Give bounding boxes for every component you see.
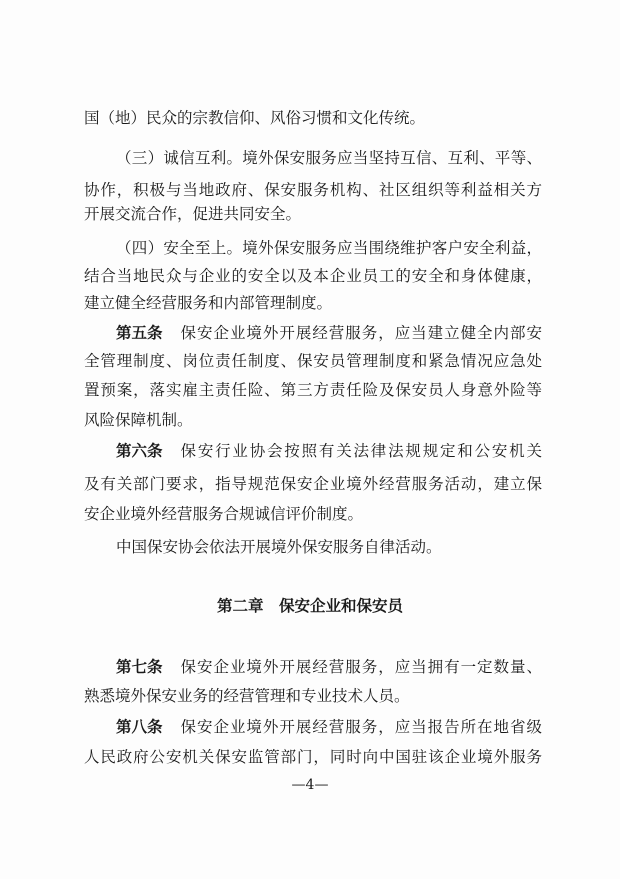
text-line-13: 及有关部门要求，指导规范保安企业境外经营服务活动，建立保 xyxy=(84,475,542,493)
text-line-4: 开展交流合作，促进共同安全。 xyxy=(84,205,302,223)
text-line-14: 安企业境外经营服务合规诚信评价制度。 xyxy=(84,505,364,523)
page-number: —4— xyxy=(291,777,329,793)
text-line-10: 置预案，落实雇主责任险、第三方责任险及保安员人身意外险等 xyxy=(84,381,542,399)
text-line-2: （三）诚信互利。境外保安服务应当坚持互信、互利、平等、 xyxy=(116,149,542,167)
text-line-3: 协作，积极与当地政府、保安服务机构、社区组织等利益相关方 xyxy=(84,181,542,199)
article-6-first-line xyxy=(116,441,542,461)
text-line-1: 国（地）民众的宗教信仰、风俗习惯和文化传统。 xyxy=(84,109,426,127)
article-8-first-line xyxy=(116,717,542,737)
article-7-first-line xyxy=(116,657,542,677)
article-5-text: 保安企业境外开展经营服务，应当建立健全内部安 xyxy=(180,324,542,342)
text-line-11: 风险保障机制。 xyxy=(84,411,193,429)
article-7-text: 保安企业境外开展经营服务，应当拥有一定数量、 xyxy=(180,658,542,676)
text-line-19: 人民政府公安机关保安监管部门，同时向中国驻该企业境外服务 xyxy=(84,748,542,766)
article-8-text: 保安企业境外开展经营服务，应当报告所在地省级 xyxy=(180,718,542,736)
article-7-label: 第七条 xyxy=(116,657,163,676)
chapter-heading: 第二章 保安企业和保安员 xyxy=(216,596,403,615)
text-line-7: 建立健全经营服务和内部管理制度。 xyxy=(84,294,333,312)
text-line-15: 中国保安协会依法开展境外保安服务自律活动。 xyxy=(116,538,442,556)
article-6-label: 第六条 xyxy=(116,441,163,460)
article-8-label: 第八条 xyxy=(116,717,163,736)
text-line-9: 全管理制度、岗位责任制度、保安员管理制度和紧急情况应急处 xyxy=(84,352,542,370)
article-5-first-line xyxy=(116,323,542,343)
article-6-text: 保安行业协会按照有关法律法规规定和公安机关 xyxy=(180,442,542,460)
article-5-label: 第五条 xyxy=(116,323,163,342)
text-line-17: 熟悉境外保安业务的经营管理和专业技术人员。 xyxy=(84,687,410,705)
text-line-6: 结合当地民众与企业的安全以及本企业员工的安全和身体健康， xyxy=(84,267,542,285)
text-line-5: （四）安全至上。境外保安服务应当围绕维护客户安全利益， xyxy=(116,239,542,257)
